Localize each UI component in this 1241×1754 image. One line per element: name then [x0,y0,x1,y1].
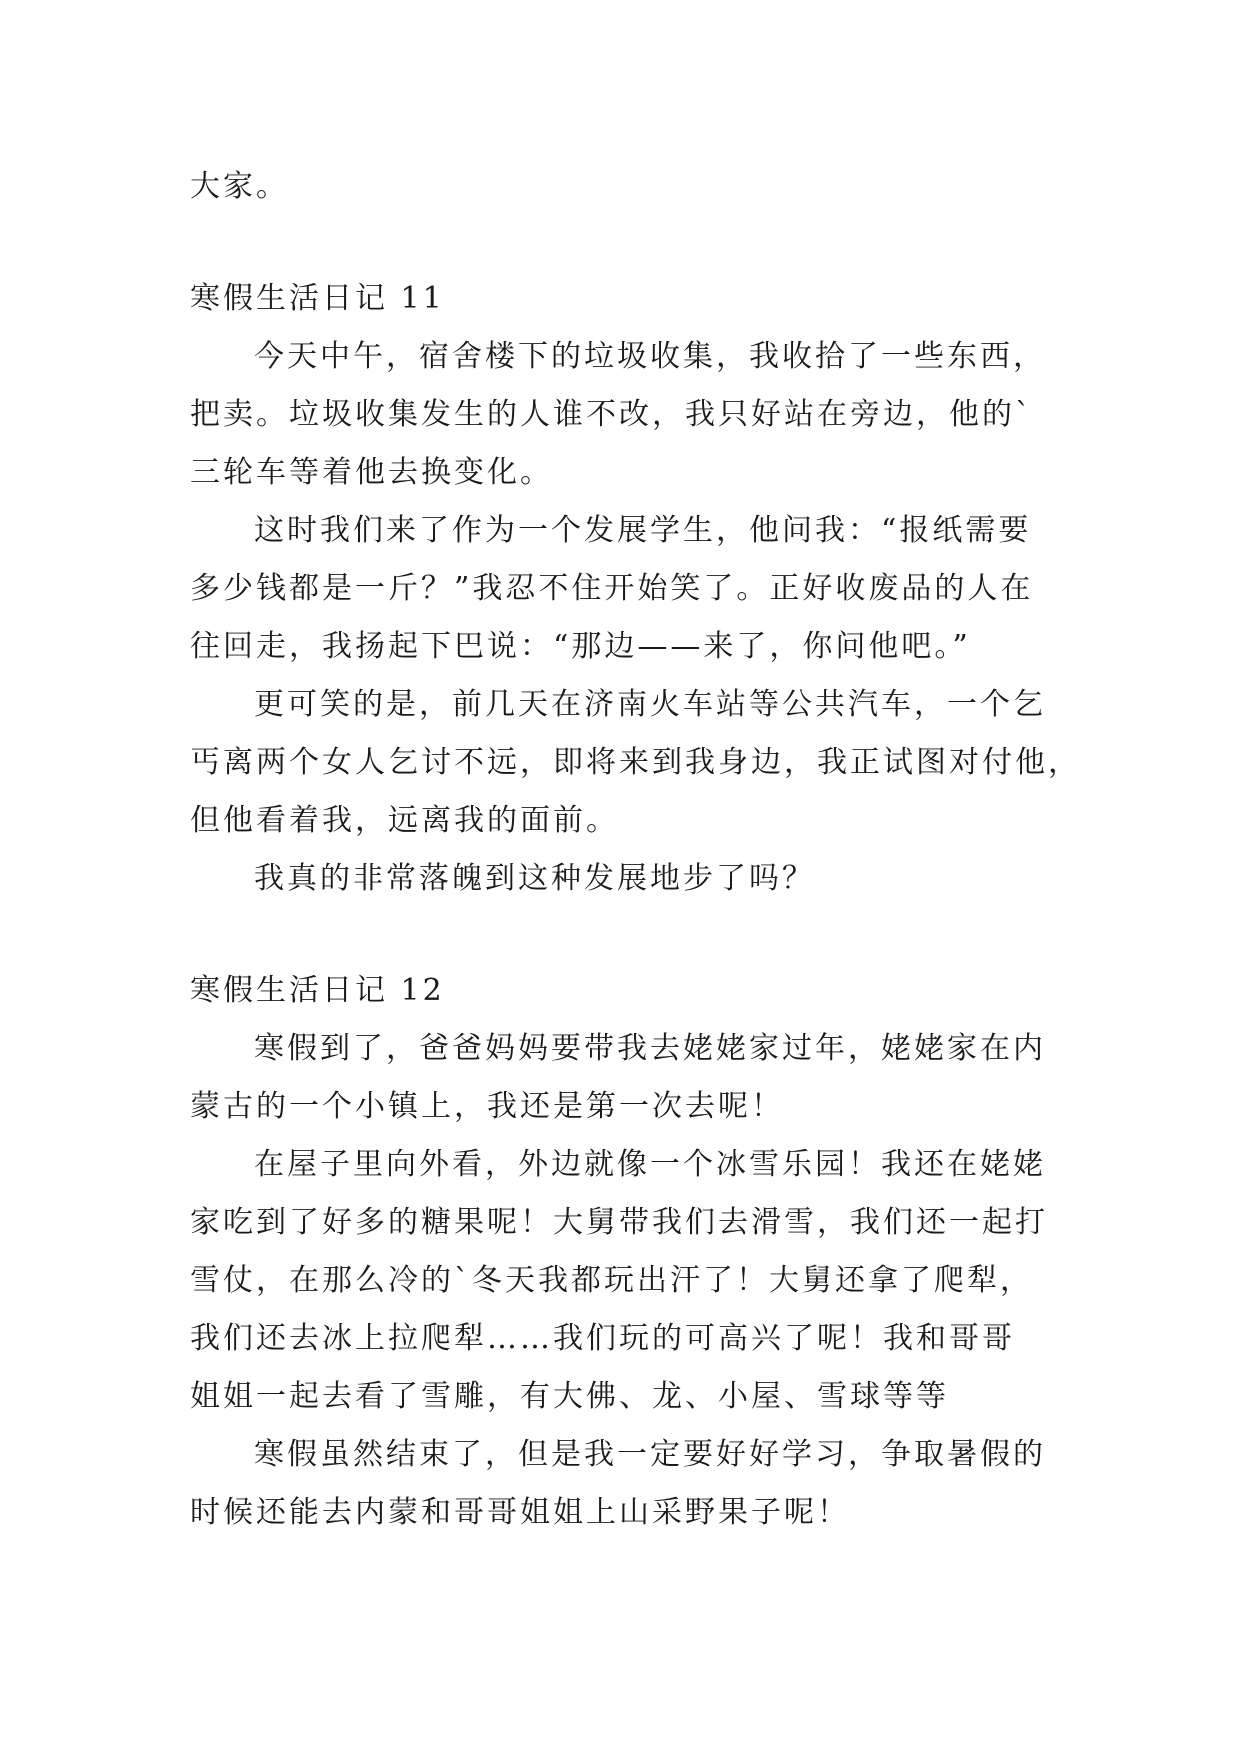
paragraph-line: 这时我们来了作为一个发展学生，他问我：“报纸需要 [254,513,1032,548]
paragraph-line: 雪仗，在那么冷的`冬天我都玩出汗了！大舅还拿了爬犁， [190,1263,1033,1298]
intro-line: 大家。 [190,169,289,204]
paragraph-line: 三轮车等着他去换变化。 [190,455,553,490]
paragraph-line: 家吃到了好多的糖果呢！大舅带我们去滑雪，我们还一起打 [190,1205,1048,1240]
diary-entry-11 [190,270,1081,908]
paragraph [190,676,1081,850]
paragraph [190,328,1060,502]
paragraph-line: 多少钱都是一斤？”我忍不住开始笑了。正好收废品的人在 [190,571,1034,606]
paragraph-line: 我真的非常落魄到这种发展地步了吗？ [254,861,815,896]
diary-entry-12 [190,962,1060,1542]
paragraph [190,502,1060,676]
paragraph-line: 蒙古的一个小镇上，我还是第一次去呢！ [190,1089,784,1124]
paragraph [190,1426,1060,1542]
paragraph-line: 时候还能去内蒙和哥哥姐姐上山采野果子呢！ [190,1495,850,1530]
paragraph-line: 更可笑的是，前几天在济南火车站等公共汽车，一个乞 [254,687,1046,722]
paragraph [190,1020,1060,1136]
paragraph-line: 寒假到了，爸爸妈妈要带我去姥姥家过年，姥姥家在内 [254,1031,1046,1066]
entry-title: 寒假生活日记 12 [190,973,445,1008]
paragraph-line: 丐离两个女人乞讨不远，即将来到我身边，我正试图对付他， [190,745,1081,780]
paragraph-line: 在屋子里向外看，外边就像一个冰雪乐园！我还在姥姥 [254,1147,1046,1182]
paragraph-line: 往回走，我扬起下巴说：“那边——来了，你问他吧。” [190,629,971,664]
document-body [190,158,1081,1542]
paragraph [190,1136,1060,1426]
paragraph-line: 姐姐一起去看了雪雕，有大佛、龙、小屋、雪球等等 [190,1379,949,1414]
paragraph-line: 寒假虽然结束了，但是我一定要好好学习，争取暑假的 [254,1437,1046,1472]
paragraph [190,850,1060,908]
paragraph-line: 把卖。垃圾收集发生的人谁不改，我只好站在旁边，他的` [190,397,1033,432]
paragraph-line: 但他看着我，远离我的面前。 [190,803,619,838]
entry-title: 寒假生活日记 11 [190,281,445,316]
paragraph-line: 今天中午，宿舍楼下的垃圾收集，我收拾了一些东西， [254,339,1046,374]
paragraph-line: 我们还去冰上拉爬犁……我们玩的可高兴了呢！我和哥哥 [190,1321,1015,1356]
